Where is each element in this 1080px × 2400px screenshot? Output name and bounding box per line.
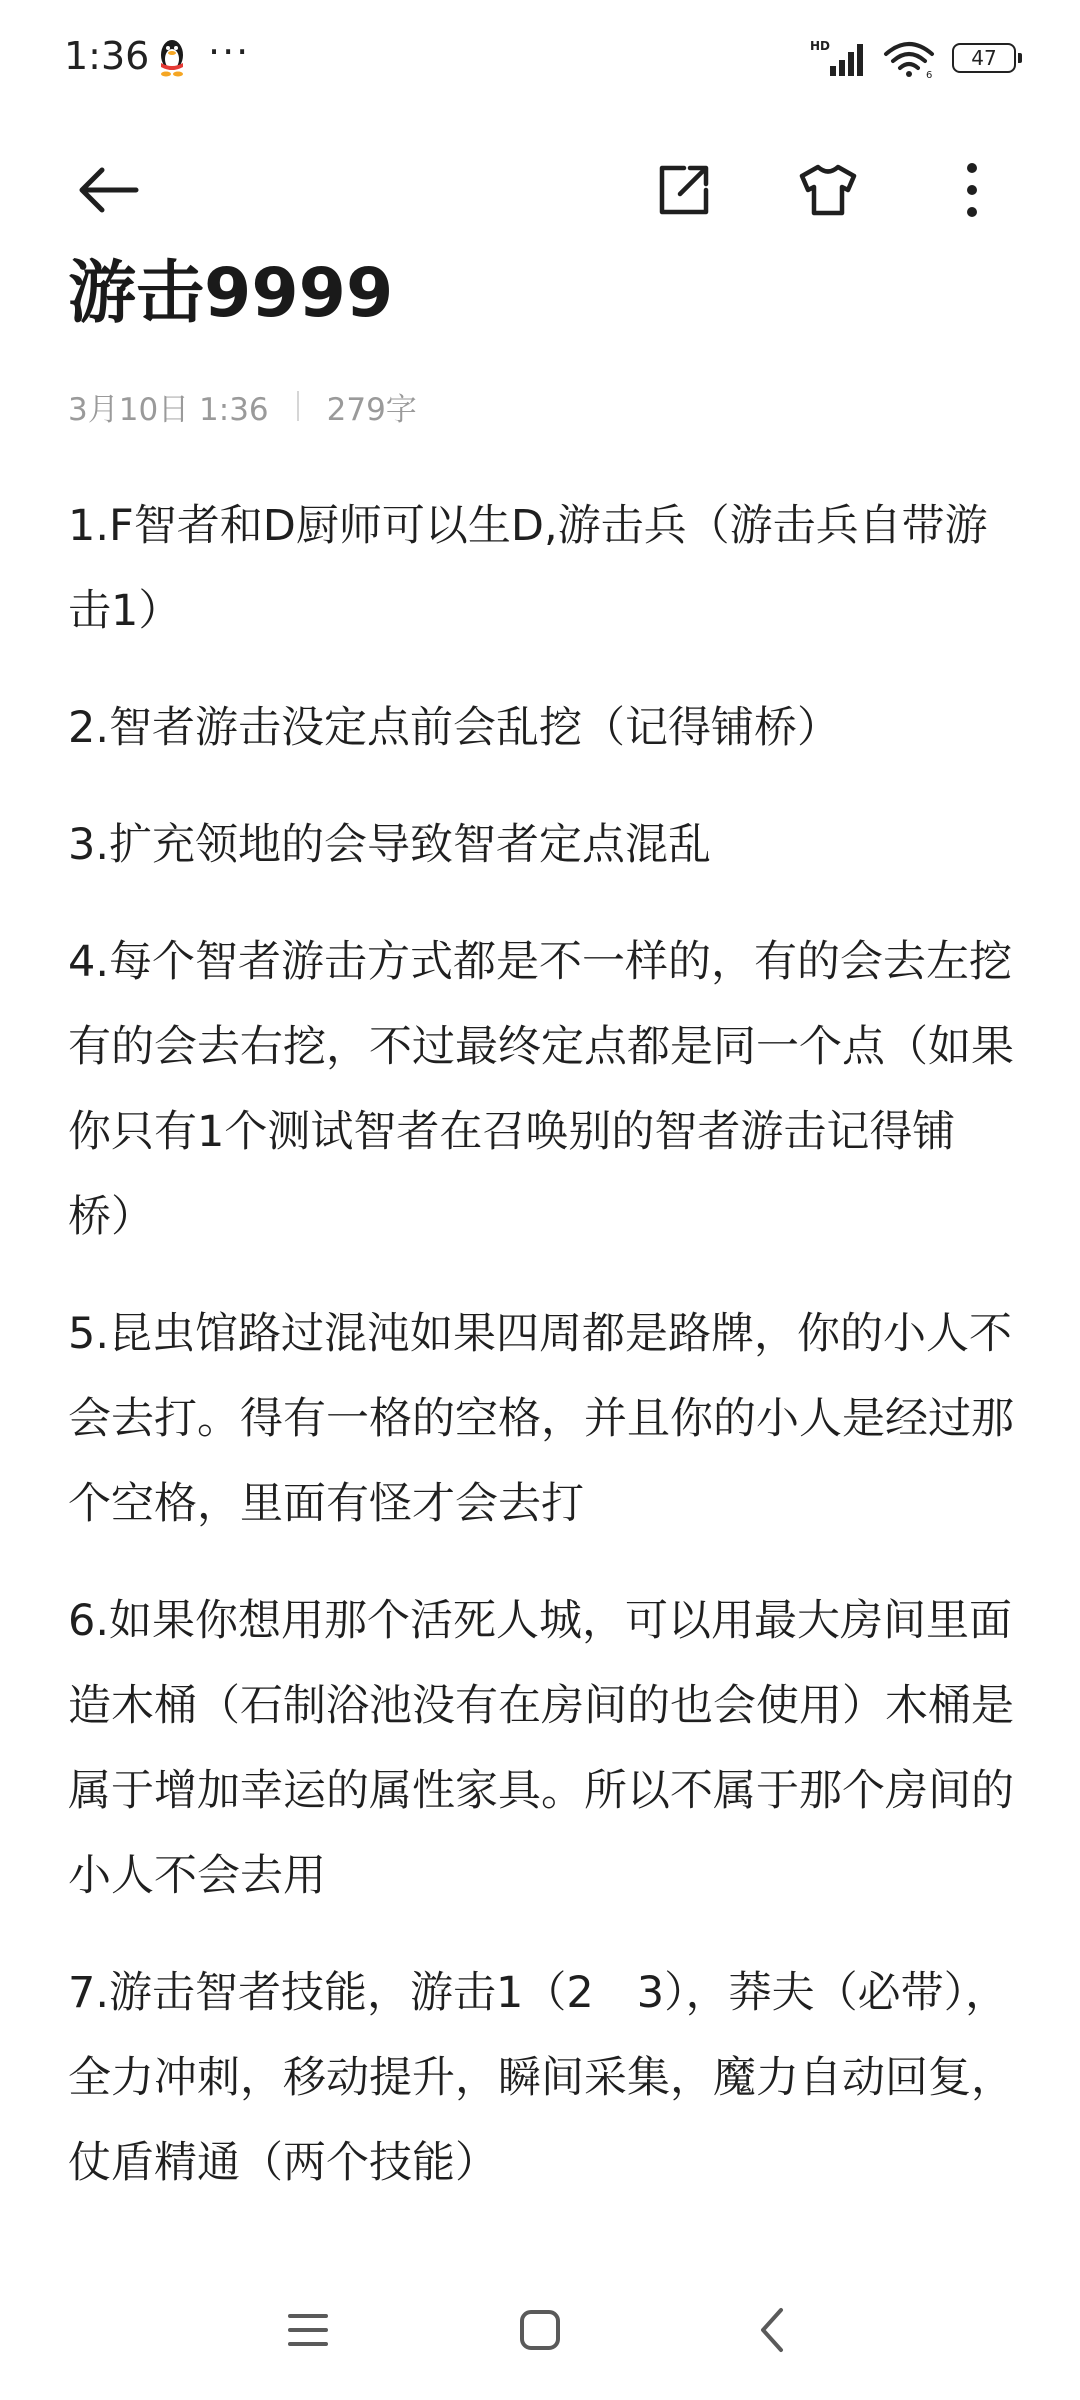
more-options-button[interactable] [922,140,1022,240]
battery-level: 47 [971,46,997,70]
note-paragraph[interactable]: 3.扩充领地的会导致智者定点混乱 [68,820,712,870]
battery-indicator [952,43,1016,73]
status-bar [0,0,1080,120]
share-icon [656,162,712,218]
theme-shirt-icon [798,162,858,218]
note-toolbar [0,140,1080,240]
note-paragraph[interactable]: 1.F智者和D厨师可以生D,游击兵（游击兵自带游击1） [68,501,988,636]
back-chevron-icon [757,2306,787,2354]
status-more-dots: ··· [208,30,251,74]
qq-penguin-icon [157,37,187,77]
back-arrow-icon [76,166,140,214]
status-indicators [810,38,1016,78]
svg-text:6: 6 [926,70,933,78]
note-paragraph[interactable]: 2.智者游击没定点前会乱挖（记得铺桥） [68,703,841,753]
note-paragraph[interactable]: 5.昆虫馆路过混沌如果四周都是路牌，你的小人不会去打。得有一格的空格，并且你的小人是经过那个空格，里面有怪才会去打 [68,1309,1014,1529]
nav-menu-button[interactable] [248,2270,368,2390]
status-time: 1:36 [64,34,150,78]
wifi-icon [882,38,936,78]
note-word-count: 279字 [326,391,417,428]
back-button[interactable] [58,140,158,240]
note-meta [68,384,417,428]
note-title[interactable]: 游击9999 [68,254,394,333]
nav-back-button[interactable] [712,2270,832,2390]
svg-text:HD: HD [810,39,831,53]
home-square-icon [518,2308,562,2352]
note-paragraph[interactable]: 6.如果你想用那个活死人城，可以用最大房间里面造木桶（石制浴池没有在房间的也会使用）木桶是属于增加幸运的属性家具。所以不属于那个房间的小人不会去用 [68,1596,1014,1901]
note-paragraph[interactable]: 4.每个智者游击方式都是不一样的，有的会去左挖有的会去右挖，不过最终定点都是同一个点（如果你只有1个测试智者在召唤别的智者游击记得铺桥） [68,937,1014,1242]
note-body[interactable] [68,484,1018,2238]
nav-home-button[interactable] [480,2270,600,2390]
note-paragraph[interactable]: 7.游击智者技能，游击1（2 3），莽夫（必带），全力冲刺，移动提升，瞬间采集，魔力自动回复，仗盾精通（两个技能） [68,1968,1014,2188]
menu-icon [286,2310,330,2350]
theme-button[interactable] [778,140,878,240]
signal-icon [810,38,866,78]
system-nav-bar [0,2270,1080,2400]
share-button[interactable] [634,140,734,240]
note-date: 3月10日 1:36 [68,391,269,428]
more-vertical-icon [964,162,980,218]
meta-divider [297,391,299,421]
